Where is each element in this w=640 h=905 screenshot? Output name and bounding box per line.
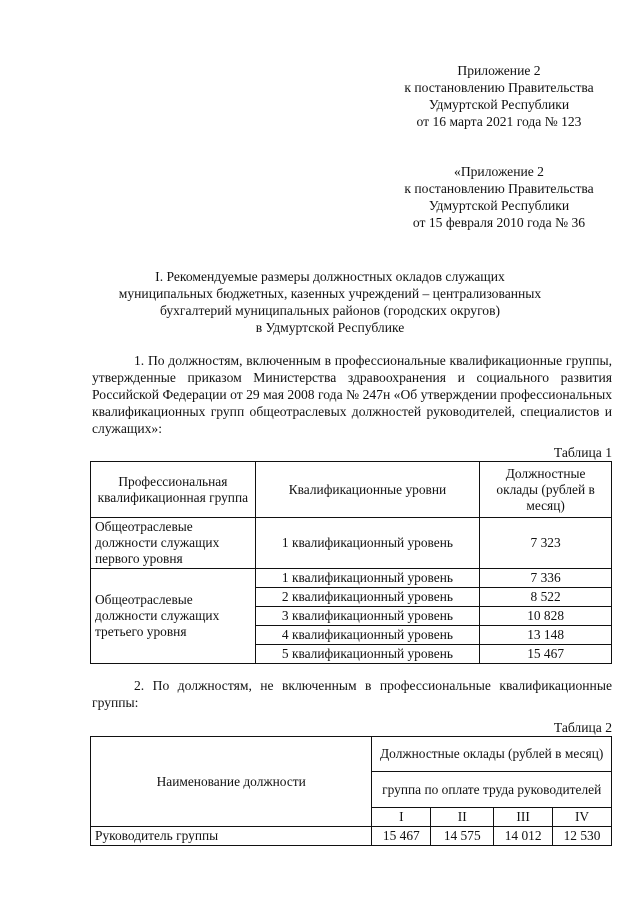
table-2-header-group-2: II [431, 808, 494, 827]
annex-line: Удмуртской Республики [428, 198, 570, 213]
annex-block-original [384, 163, 614, 231]
table-2-header-group-4: IV [553, 808, 612, 827]
table-cell-group: Общеотраслевые должности служащих первого уровня [91, 518, 256, 569]
table-2-header-group: группа по оплате труда руководителей [372, 772, 612, 808]
table-1-caption: Таблица 1 [553, 445, 612, 460]
table-cell-level: 1 квалификационный уровень [255, 518, 479, 569]
table-cell-salary-2: 14 575 [431, 827, 494, 846]
heading-line: муниципальных бюджетных, казенных учреждений – централизованных [118, 286, 542, 301]
paragraph-1: 1. По должностям, включенным в профессиональные квалификационные группы, утвержденные приказом Министерства здравоохранения и социального развития Российской Федерации от 29 мая 2008 года № 247н «Об утверждении профессиональных квалификационных групп общеотраслевых должностей руководителей, специалистов и служащих»: [92, 353, 612, 436]
table-cell-salary-1: 15 467 [372, 827, 431, 846]
table-2-header-group-1: I [372, 808, 431, 827]
table-cell-name: Руководитель группы [91, 827, 372, 846]
annex-line: от 15 февраля 2010 года № 36 [412, 215, 586, 230]
table-cell-salary: 13 148 [480, 626, 612, 645]
annex-block-current [384, 62, 614, 130]
annex-line: к постановлению Правительства [404, 181, 594, 196]
section-heading [80, 268, 580, 336]
table-cell-salary: 15 467 [480, 645, 612, 664]
table-row [91, 518, 612, 569]
table-2-caption: Таблица 2 [553, 720, 612, 735]
table-cell-salary-4: 12 530 [553, 827, 612, 846]
heading-line: бухгалтерий муниципальных районов (городских округов) [159, 303, 501, 318]
table-2-header-salary: Должностные оклады (рублей в месяц) [372, 737, 612, 772]
annex-line: Приложение 2 [457, 63, 541, 78]
table-row [91, 569, 612, 588]
table-1 [90, 461, 612, 664]
table-2-header-group-3: III [494, 808, 553, 827]
annex-line: от 16 марта 2021 года № 123 [416, 114, 582, 129]
table-cell-level: 2 квалификационный уровень [255, 588, 479, 607]
heading-line: I. Рекомендуемые размеры должностных окладов служащих [155, 269, 505, 284]
annex-line: Удмуртской Республики [428, 97, 570, 112]
table-1-header-salary: Должностные оклады (рублей в месяц) [480, 462, 612, 518]
table-1-header-level: Квалификационные уровни [255, 462, 479, 518]
table-cell-level: 1 квалификационный уровень [255, 569, 479, 588]
table-row [91, 827, 612, 846]
heading-line: в Удмуртской Республике [255, 320, 405, 335]
table-2 [90, 736, 612, 846]
table-cell-group: Общеотраслевые должности служащих третьего уровня [91, 569, 256, 664]
paragraph-2: 2. По должностям, не включенным в профессиональные квалификационные группы: [92, 678, 612, 710]
table-cell-level: 5 квалификационный уровень [255, 645, 479, 664]
table-cell-salary: 7 336 [480, 569, 612, 588]
table-1-header-group: Профессиональная квалификационная группа [91, 462, 256, 518]
table-cell-level: 4 квалификационный уровень [255, 626, 479, 645]
table-cell-salary: 8 522 [480, 588, 612, 607]
table-cell-salary: 7 323 [480, 518, 612, 569]
table-cell-salary: 10 828 [480, 607, 612, 626]
table-cell-salary-3: 14 012 [494, 827, 553, 846]
table-cell-level: 3 квалификационный уровень [255, 607, 479, 626]
annex-line: к постановлению Правительства [404, 80, 594, 95]
table-2-header-name: Наименование должности [91, 737, 372, 827]
annex-line: «Приложение 2 [454, 164, 544, 179]
